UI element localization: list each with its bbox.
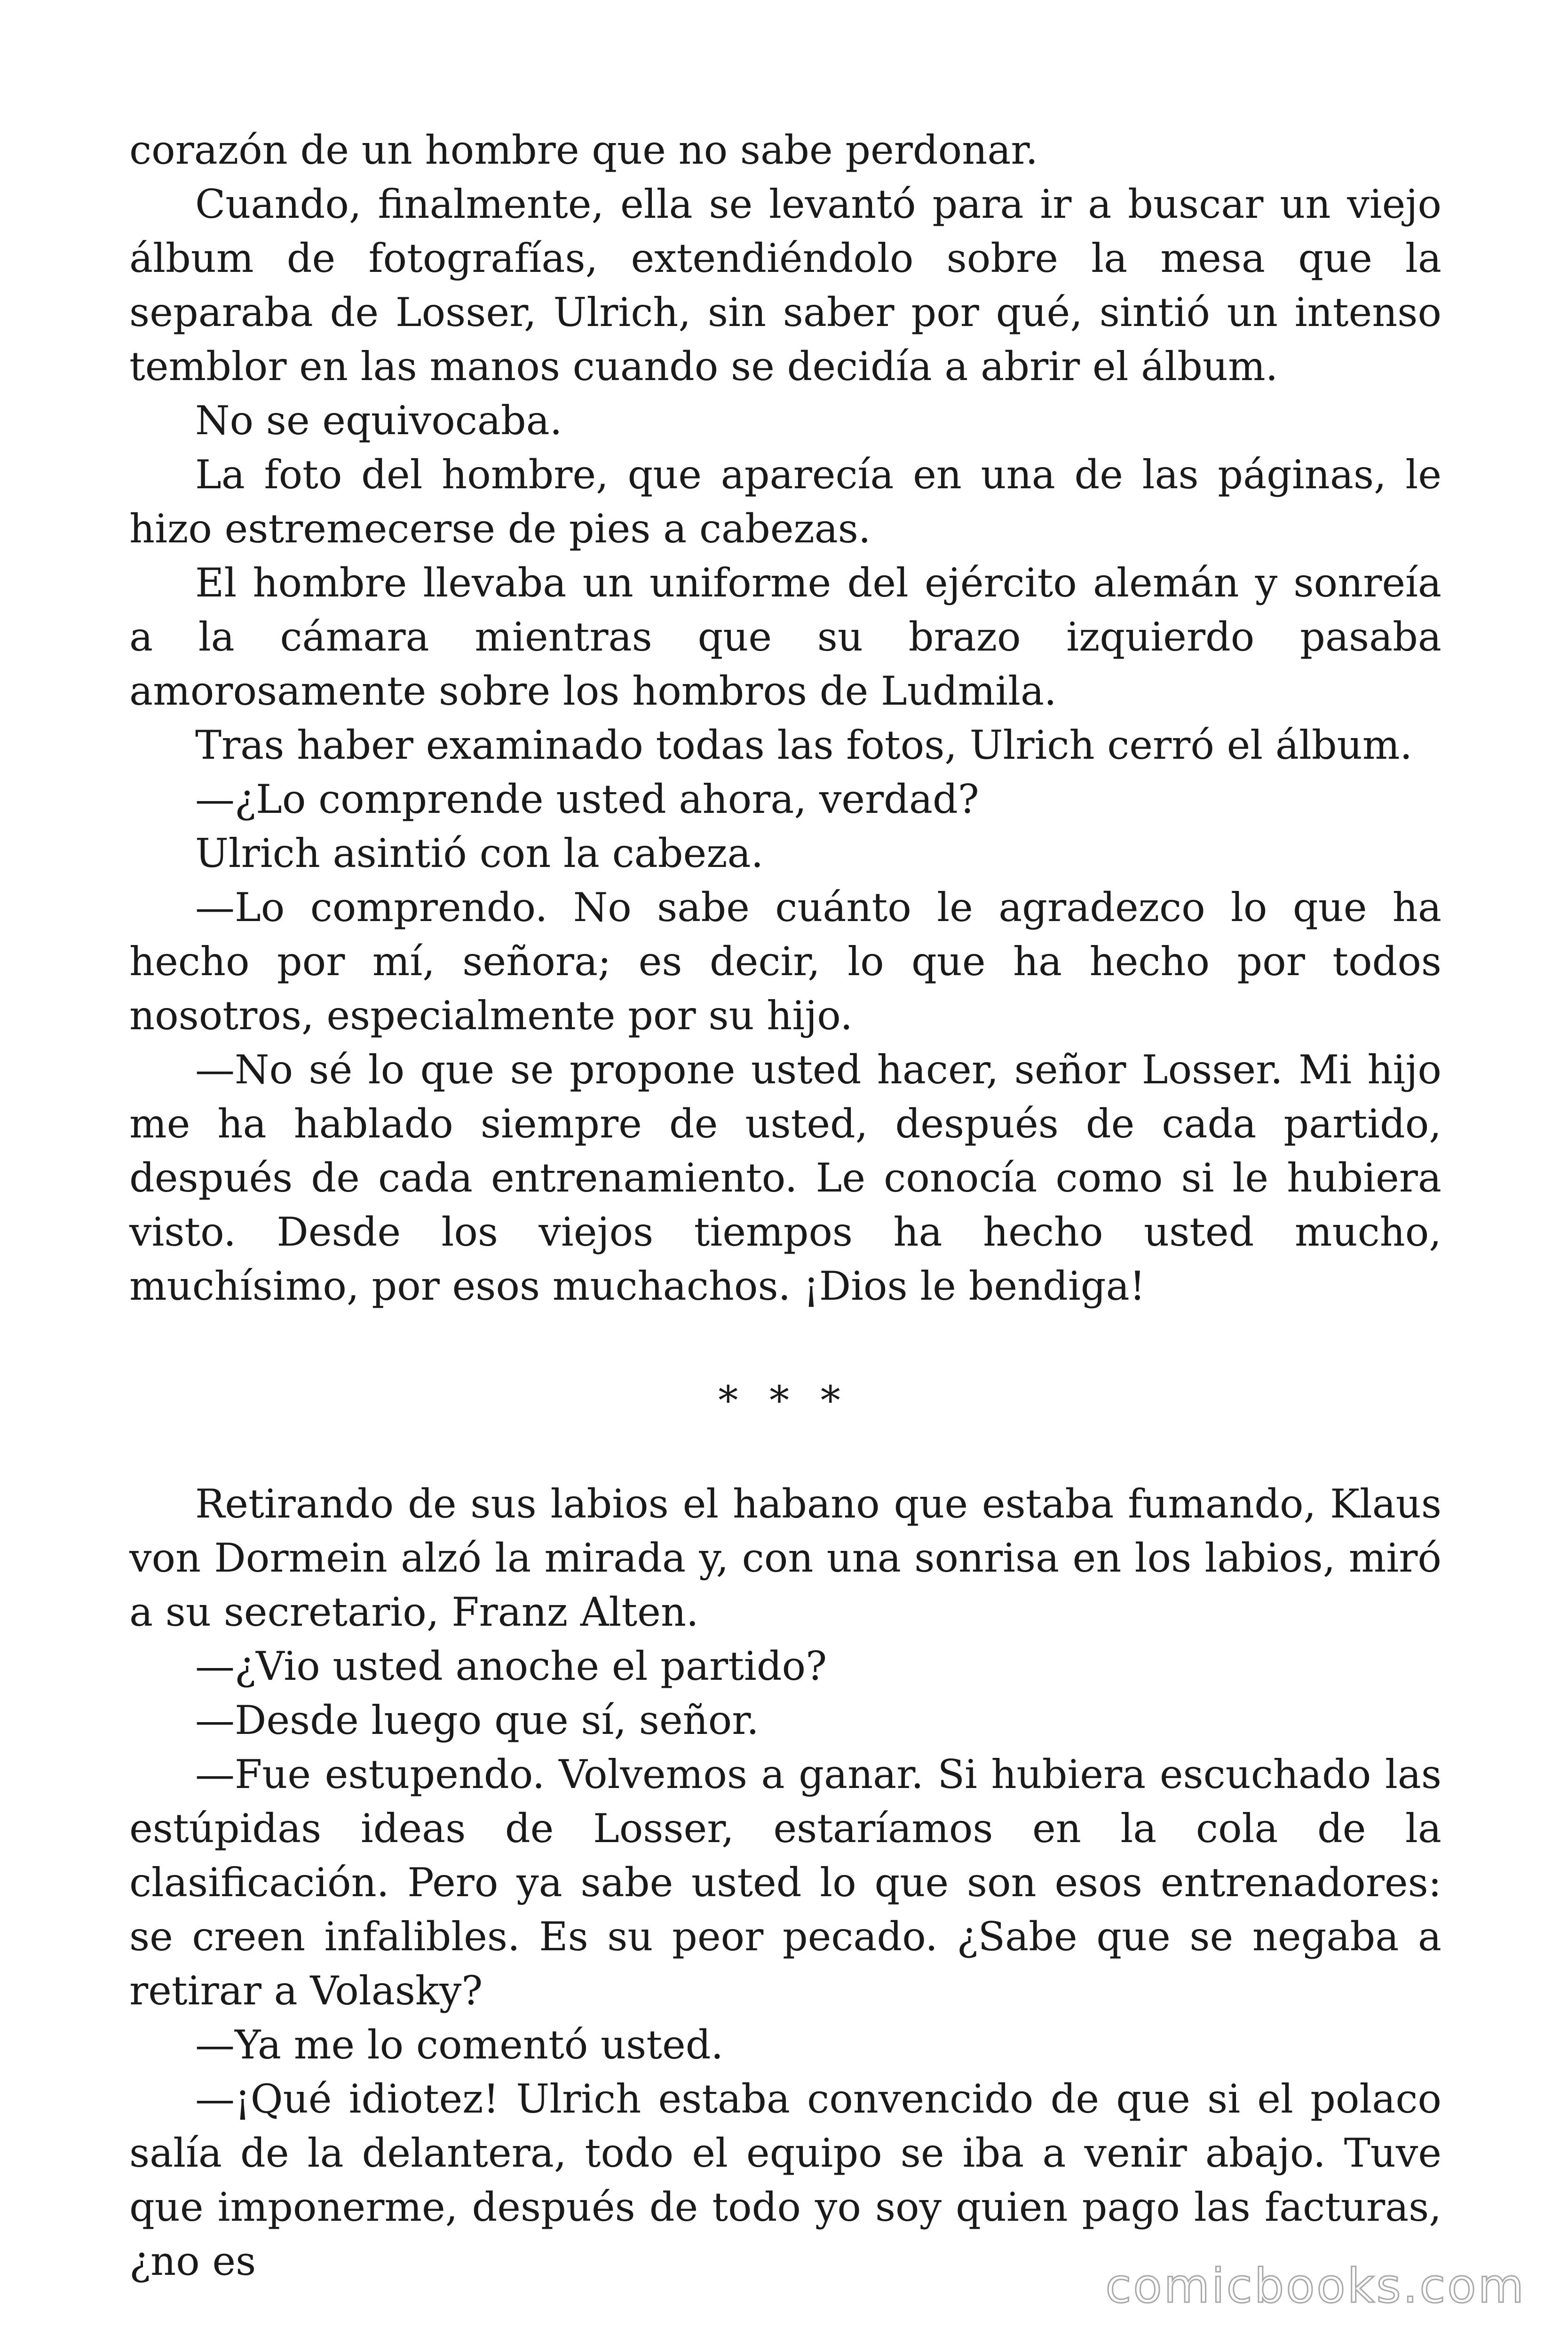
- paragraph: —¿Vio usted anoche el partido?: [195, 1643, 827, 1689]
- watermark: comicbooks.com: [1105, 2258, 1526, 2313]
- body-text-top: [129, 123, 1441, 1313]
- paragraph: Tras haber examinado todas las fotos, Ulrich cerró el álbum.: [195, 722, 1413, 768]
- paragraph: —No sé lo que se propone usted hacer, señor Losser. Mi hijo me ha hablado siempre de usted, después de cada partido, después de cada entrenamiento. Le conocía como si le hubiera visto. Desde los viejos tiempos ha hecho usted mucho, muchísimo, por esos muchachos. ¡Dios le bendiga!: [129, 1047, 1441, 1309]
- paragraph: El hombre llevaba un uniforme del ejército alemán y sonreía a la cámara mientras que su brazo izquierdo pasaba amorosamente sobre los hombros de Ludmila.: [129, 560, 1441, 714]
- paragraph: —Desde luego que sí, señor.: [195, 1697, 759, 1743]
- paragraph: Ulrich asintió con la cabeza.: [195, 830, 764, 876]
- paragraph: —¿Lo comprende usted ahora, verdad?: [195, 776, 979, 822]
- paragraph: —Lo comprendo. No sabe cuánto le agradezco lo que ha hecho por mí, señora; es decir, lo que ha hecho por todos nosotros, especialmente por su hijo.: [129, 884, 1441, 1039]
- paragraph: La foto del hombre, que aparecía en una de las páginas, le hizo estremecerse de pies a cabezas.: [129, 452, 1441, 552]
- paragraph: Retirando de sus labios el habano que estaba fumando, Klaus von Dormein alzó la mirada y, con una sonrisa en los labios, miró a su secretario, Franz Alten.: [129, 1481, 1441, 1635]
- paragraph: —Ya me lo comentó usted.: [195, 2022, 724, 2068]
- paragraph: Cuando, finalmente, ella se levantó para ir a buscar un viejo álbum de fotografías, extendiéndolo sobre la mesa que la separaba de Losser, Ulrich, sin saber por qué, sintió un intenso temblor en las manos cuando se decidía a abrir el álbum.: [129, 181, 1441, 389]
- section-separator: * * *: [718, 1377, 850, 1423]
- paragraph: No se equivocaba.: [195, 397, 562, 444]
- paragraph: —Fue estupendo. Volvemos a ganar. Si hubiera escuchado las estúpidas ideas de Losser, estaríamos en la cola de la clasificación. Pero ya sabe usted lo que son esos entrenadores: se creen infalibles. Es su peor pecado. ¿Sabe que se negaba a retirar a Volasky?: [129, 1751, 1441, 2014]
- paragraph: corazón de un hombre que no sabe perdonar.: [129, 127, 1038, 173]
- paragraph: —¡Qué idiotez! Ulrich estaba convencido de que si el polaco salía de la delantera, todo el equipo se iba a venir abajo. Tuve que imponerme, después de todo yo soy quien pago las facturas, ¿no es: [129, 2076, 1441, 2284]
- body-text-bottom: [129, 1477, 1441, 2288]
